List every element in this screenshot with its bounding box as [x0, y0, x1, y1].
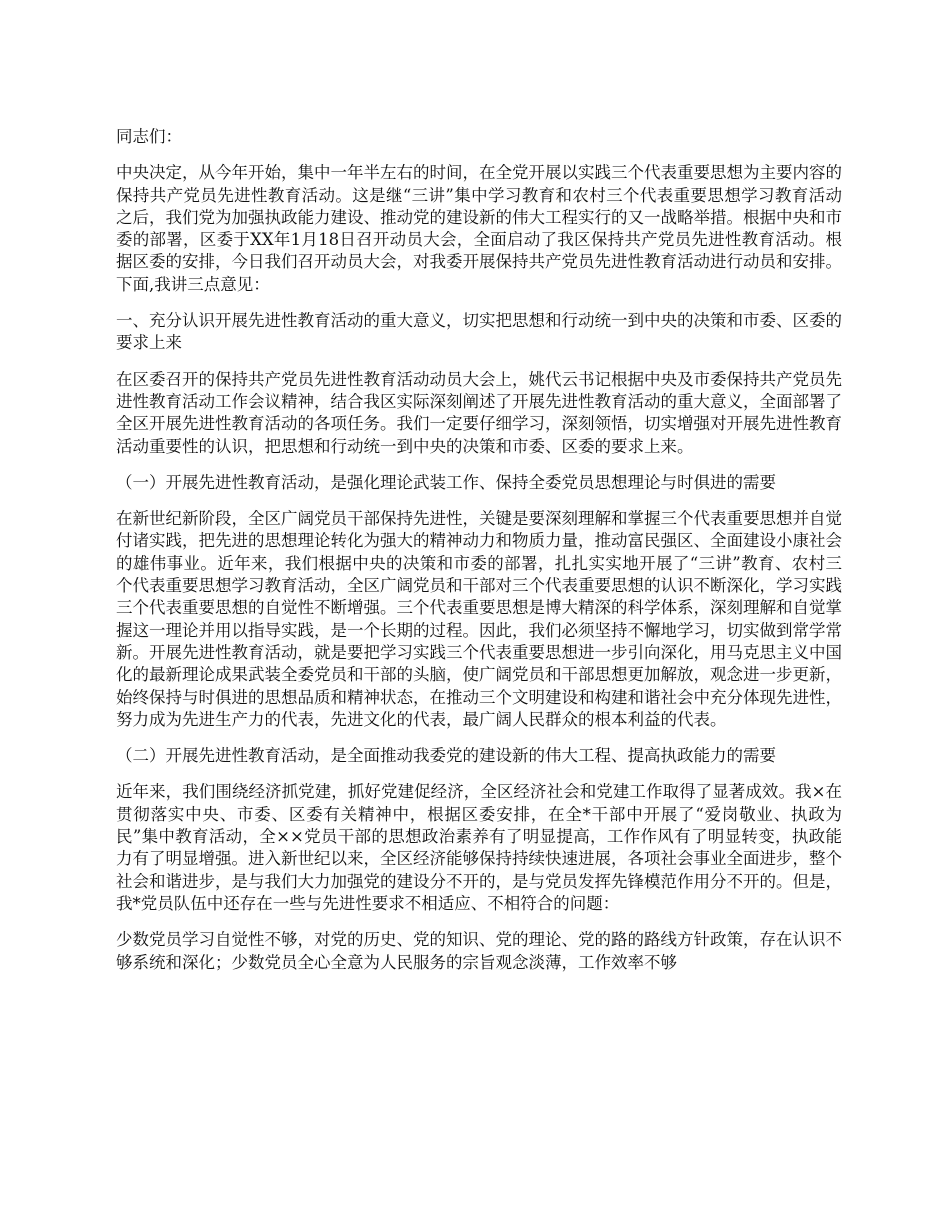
document-body: [116, 126, 842, 988]
subheading-2: （二）开展先进性教育活动，是全面推动我委党的建设新的伟大工程、提高执政能力的需要: [116, 746, 776, 766]
paragraph-section-1: 在区委召开的保持共产党员先进性教育活动动员大会上，姚代云书记根据中央及市委保持共产党员先进性教育活动工作会议精神，结合我区实际深刻阐述了开展先进性教育活动的重大意义，全面部署了全区开展先进性教育活动的各项任务。我们一定要仔细学习，深刻领悟，切实增强对开展先进性教育活动重要性的认识，把思想和行动统一到中央的决策和市委、区委的要求上来。: [116, 369, 842, 456]
section-heading-1: 一、充分认识开展先进性教育活动的重大意义，切实把思想和行动统一到中央的决策和市委、区委的要求上来: [116, 311, 842, 353]
paragraph-problems: 少数党员学习自觉性不够，对党的历史、党的知识、党的理论、党的路的路线方针政策，存在认识不够系统和深化；少数党员全心全意为人民服务的宗旨观念淡薄，工作效率不够: [116, 930, 842, 972]
salutation: 同志们：: [116, 127, 182, 146]
paragraph-subsection-2: 近年来，我们围绕经济抓党建，抓好党建促经济，全区经济社会和党建工作取得了显著成效。我×在贯彻落实中央、市委、区委有关精神中，根据区委安排，在全*干部中开展了“爱岗敬业、执政为民”集中教育活动，全××党员干部的思想政治素养有了明显提高，工作作风有了明显转变，执政能力有了明显增强。进入新世纪以来，全区经济能够保持持续快速进展，各项社会事业全面进步，整个社会和谐进步，是与我们大力加强党的建设分不开的，是与党员发挥先锋模范作用分不开的。但是，我*党员队伍中还存在一些与先进性要求不相适应、不相符合的问题：: [116, 782, 842, 913]
subheading-1: （一）开展先进性教育活动，是强化理论武装工作、保持全委党员思想理论与时俱进的需要: [116, 472, 776, 492]
paragraph-intro: 中央决定，从今年开始，集中一年半左右的时间，在全党开展以实践三个代表重要思想为主要内容的保持共产党员先进性教育活动。这是继“三讲”集中学习教育和农村三个代表重要思想学习教育活动之后，我们党为加强执政能力建设、推动党的建设新的伟大工程实行的又一战略举措。根据中央和市委的部署，区委于XX年1月18日召开动员大会，全面启动了我区保持共产党员先进性教育活动。根据区委的安排，今日我们召开动员大会，对我委开展保持共产党员先进性教育活动进行动员和安排。下面,我讲三点意见：: [116, 163, 842, 294]
paragraph-subsection-1: 在新世纪新阶段，全区广阔党员干部保持先进性，关键是要深刻理解和掌握三个代表重要思想并自觉付诸实践，把先进的思想理论转化为强大的精神动力和物质力量，推动富民强区、全面建设小康社会的雄伟事业。近年来，我们根据中央的决策和市委的部署，扎扎实实地开展了“三讲”教育、农村三个代表重要思想学习教育活动，全区广阔党员和干部对三个代表重要思想的认识不断深化，学习实践三个代表重要思想的自觉性不断增强。三个代表重要思想是博大精深的科学体系，深刻理解和自觉掌握这一理论并用以指导实践，是一个长期的过程。因此，我们必须坚持不懈地学习，切实做到常学常新。开展先进性教育活动，就是要把学习实践三个代表重要思想进一步引向深化，用马克思主义中国化的最新理论成果武装全委党员和干部的头脑，使广阔党员和干部思想更加解放，观念进一步更新，始终保持与时俱进的思想品质和精神状态，在推动三个文明建设和构建和谐社会中充分体现先进性，努力成为先进生产力的代表，先进文化的代表，最广阔人民群众的根本利益的代表。: [116, 509, 842, 729]
